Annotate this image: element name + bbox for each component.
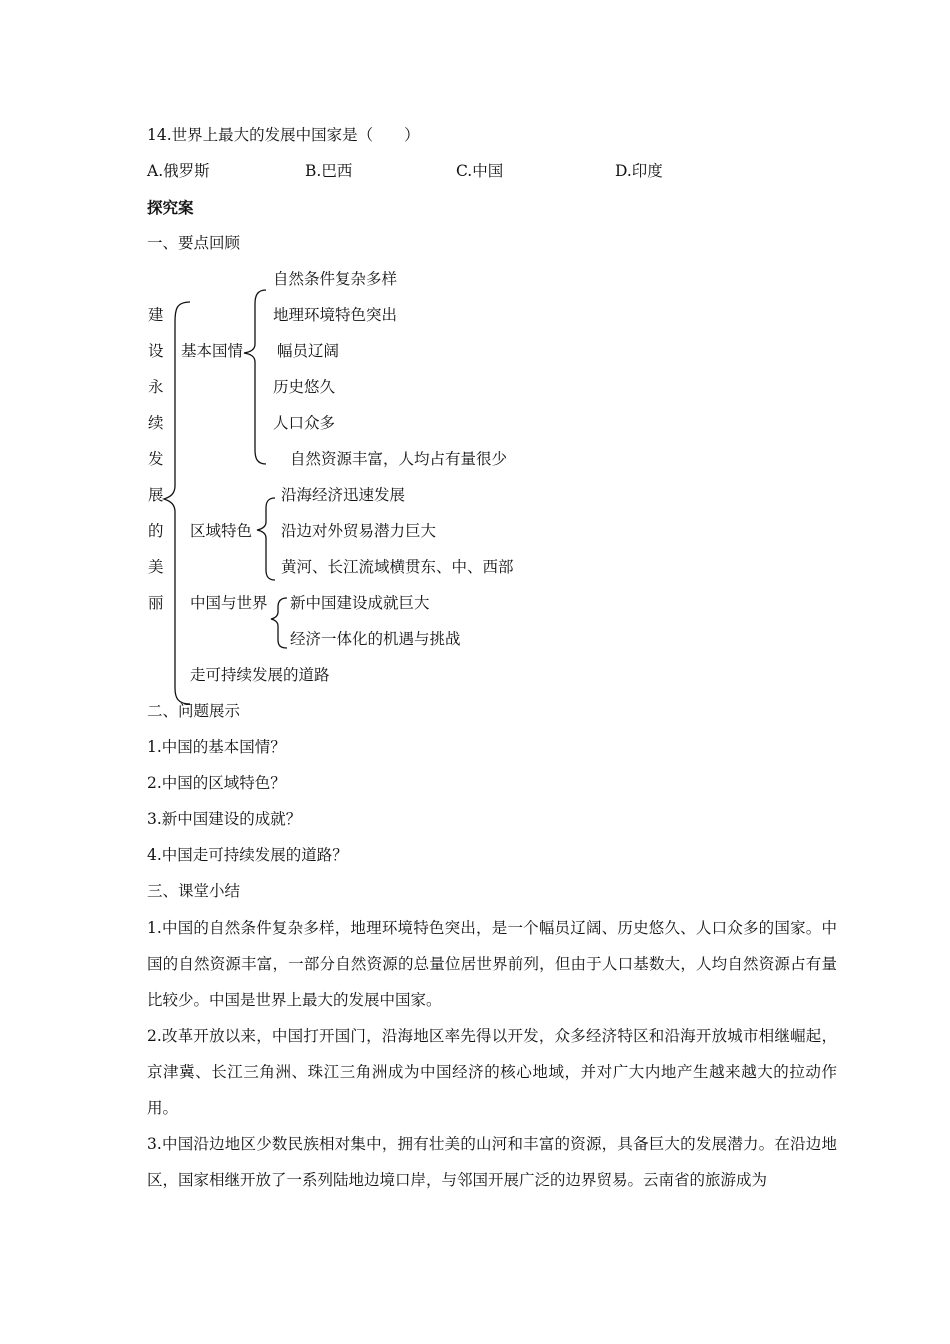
outer-brace bbox=[164, 302, 190, 704]
regional-label: 区域特色 bbox=[190, 522, 253, 540]
world-label: 中国与世界 bbox=[190, 594, 268, 612]
question-14-stem: 14.世界上最大的发展中国家是（ ） bbox=[147, 126, 420, 144]
path-item: 走可持续发展的道路 bbox=[190, 666, 330, 684]
option-b: B.巴西 bbox=[305, 162, 353, 180]
basic-brace bbox=[244, 290, 266, 464]
world-item: 新中国建设成就巨大 bbox=[290, 594, 430, 612]
basic-label: 基本国情 bbox=[181, 342, 244, 360]
question-item: 3.新中国建设的成就？ bbox=[147, 810, 302, 828]
regional-item: 沿海经济迅速发展 bbox=[281, 486, 406, 504]
option-d: D.印度 bbox=[615, 162, 663, 180]
regional-brace bbox=[257, 498, 275, 580]
world-brace bbox=[271, 598, 287, 648]
basic-item: 地理环境特色突出 bbox=[273, 306, 398, 324]
option-a: A.俄罗斯 bbox=[147, 162, 210, 180]
question-item: 2.中国的区域特色？ bbox=[147, 774, 286, 792]
regional-item: 沿边对外贸易潜力巨大 bbox=[281, 522, 437, 540]
part2-heading: 二、问题展示 bbox=[147, 702, 241, 720]
basic-item: 历史悠久 bbox=[273, 378, 336, 396]
question-item: 1.中国的基本国情？ bbox=[147, 738, 286, 756]
root-char: 建 bbox=[148, 306, 164, 324]
root-char: 永 bbox=[148, 378, 164, 396]
root-char: 丽 bbox=[148, 594, 164, 612]
world-item: 经济一体化的机遇与挑战 bbox=[290, 630, 461, 648]
basic-item: 自然条件复杂多样 bbox=[273, 270, 398, 288]
summary-paragraph-1: 1.中国的自然条件复杂多样，地理环境特色突出，是一个幅员辽阔、历史悠久、人口众多的国家。中国的自然资源丰富，一部分自然资源的总量位居世界前列，但由于人口基数大，人均自然资源占有量比较少。中国是世界上最大的发展中国家。 bbox=[147, 919, 837, 1009]
root-char: 设 bbox=[148, 342, 164, 360]
root-char: 美 bbox=[148, 558, 164, 576]
regional-item: 黄河、长江流域横贯东、中、西部 bbox=[281, 558, 514, 576]
part1-heading: 一、要点回顾 bbox=[147, 234, 241, 252]
root-char: 展 bbox=[148, 486, 164, 504]
root-char: 续 bbox=[148, 414, 164, 432]
root-char: 发 bbox=[148, 450, 164, 468]
option-c: C.中国 bbox=[456, 162, 504, 180]
summary-paragraph-3: 3.中国沿边地区少数民族相对集中，拥有壮美的山河和丰富的资源，具备巨大的发展潜力。在沿边地区，国家相继开放了一系列陆地边境口岸，与邻国开展广泛的边界贸易。云南省的旅游成为 bbox=[147, 1135, 837, 1189]
root-char: 的 bbox=[148, 522, 164, 540]
basic-item: 人口众多 bbox=[273, 414, 336, 432]
basic-item: 幅员辽阔 bbox=[277, 342, 340, 360]
part3-heading: 三、课堂小结 bbox=[147, 882, 241, 900]
summary-paragraph-2: 2.改革开放以来，中国打开国门，沿海地区率先得以开发，众多经济特区和沿海开放城市相继崛起，京津冀、长江三角洲、珠江三角洲成为中国经济的核心地域，并对广大内地产生越来越大的拉动作用。 bbox=[147, 1027, 837, 1117]
section-title: 探究案 bbox=[147, 198, 194, 217]
question-item: 4.中国走可持续发展的道路？ bbox=[147, 846, 348, 864]
basic-item: 自然资源丰富，人均占有量很少 bbox=[290, 450, 508, 468]
